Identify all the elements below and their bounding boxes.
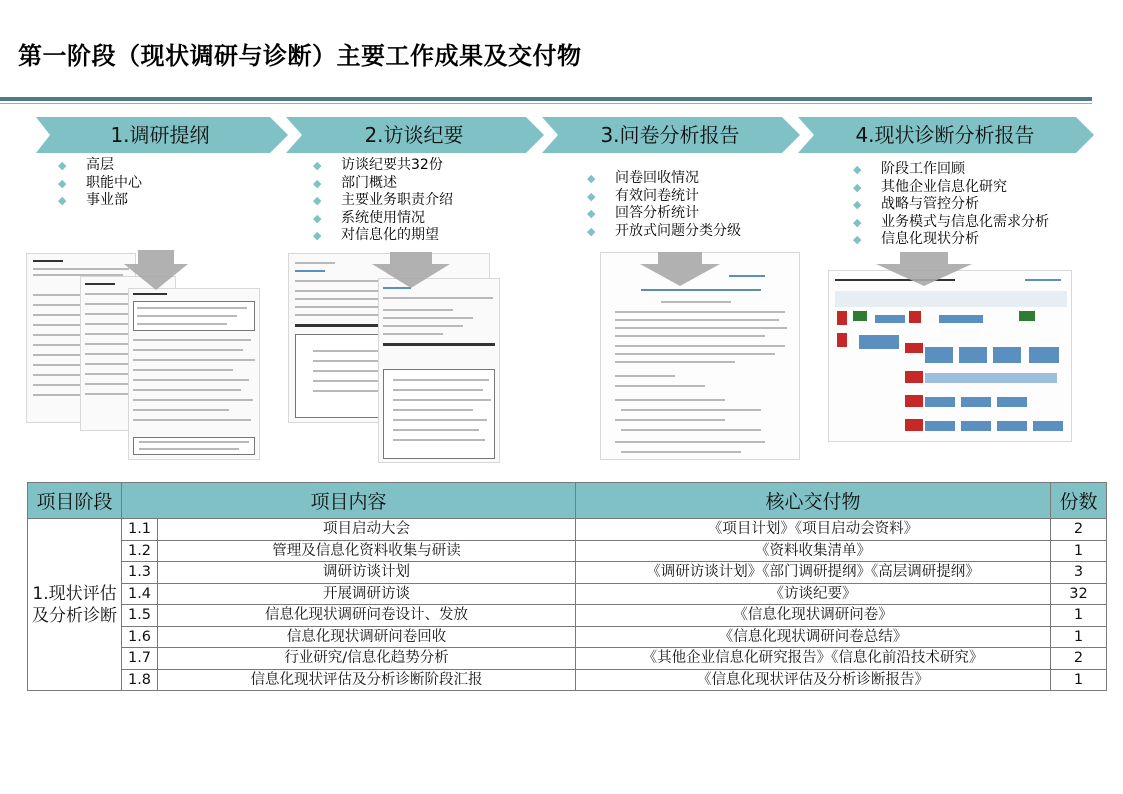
- step-1-bullets: [58, 157, 142, 210]
- row-deliverable: 《项目计划》《项目启动会资料》: [576, 519, 1051, 541]
- row-id: 1.5: [122, 605, 158, 627]
- row-content: 行业研究/信息化趋势分析: [158, 648, 576, 670]
- bullet-item: ◆ 阶段工作回顾: [853, 161, 1049, 179]
- bullet-item: ◆ 访谈纪要共32份: [313, 157, 453, 175]
- header-phase: 项目阶段: [28, 483, 122, 519]
- row-id: 1.4: [122, 583, 158, 605]
- row-id: 1.3: [122, 562, 158, 584]
- row-content: 调研访谈计划: [158, 562, 576, 584]
- bullet-item: ◆ 有效问卷统计: [587, 188, 741, 206]
- row-count: 1: [1051, 669, 1107, 691]
- bullet-item: ◆ 信息化现状分析: [853, 231, 1049, 249]
- step-2-bullets: [313, 157, 453, 245]
- row-id: 1.2: [122, 540, 158, 562]
- bullet-item: ◆ 部门概述: [313, 175, 453, 193]
- down-arrow-icon: [372, 252, 450, 288]
- row-count: 2: [1051, 648, 1107, 670]
- table-header-row: [28, 483, 1107, 519]
- bullet-item: ◆ 职能中心: [58, 175, 142, 193]
- phase-cell: 1.现状评估及分析诊断: [28, 519, 122, 691]
- bullet-item: ◆ 对信息化的期望: [313, 227, 453, 245]
- row-content: 信息化现状调研问卷回收: [158, 626, 576, 648]
- page-title: 第一阶段（现状调研与诊断）主要工作成果及交付物: [18, 42, 582, 70]
- interview-document-preview-front: [378, 278, 500, 463]
- diagnosis-report-preview: [828, 270, 1072, 442]
- row-deliverable: 《信息化现状调研问卷》: [576, 605, 1051, 627]
- row-count: 3: [1051, 562, 1107, 584]
- step-3-label: 3.问卷分析报告: [600, 123, 740, 147]
- outline-document-preview-front: [128, 288, 260, 460]
- row-deliverable: 《访谈纪要》: [576, 583, 1051, 605]
- row-id: 1.6: [122, 626, 158, 648]
- row-count: 1: [1051, 540, 1107, 562]
- table-row: [28, 605, 1107, 627]
- table-row: [28, 669, 1107, 691]
- row-deliverable: 《资料收集清单》: [576, 540, 1051, 562]
- bullet-item: ◆ 事业部: [58, 192, 142, 210]
- down-arrow-icon: [640, 252, 720, 286]
- table-row: [28, 562, 1107, 584]
- bullet-item: ◆ 系统使用情况: [313, 210, 453, 228]
- step-1-label: 1.调研提纲: [110, 123, 210, 147]
- row-deliverable: 《信息化现状评估及分析诊断报告》: [576, 669, 1051, 691]
- step-2-label: 2.访谈纪要: [364, 123, 464, 147]
- header-count: 份数: [1051, 483, 1107, 519]
- bullet-item: ◆ 高层: [58, 157, 142, 175]
- bullet-item: ◆ 回答分析统计: [587, 205, 741, 223]
- bullet-item: ◆ 主要业务职责介绍: [313, 192, 453, 210]
- table-row: [28, 648, 1107, 670]
- bullet-item: ◆ 问卷回收情况: [587, 170, 741, 188]
- row-count: 1: [1051, 605, 1107, 627]
- table-row: [28, 519, 1107, 541]
- row-deliverable: 《其他企业信息化研究报告》《信息化前沿技术研究》: [576, 648, 1051, 670]
- deliverables-table: [27, 482, 1107, 691]
- bullet-item: ◆ 开放式问题分类分级: [587, 223, 741, 241]
- row-deliverable: 《调研访谈计划》《部门调研提纲》《高层调研提纲》: [576, 562, 1051, 584]
- row-content: 项目启动大会: [158, 519, 576, 541]
- bullet-item: ◆ 战略与管控分析: [853, 196, 1049, 214]
- bullet-item: ◆ 其他企业信息化研究: [853, 179, 1049, 197]
- row-id: 1.8: [122, 669, 158, 691]
- row-content: 管理及信息化资料收集与研读: [158, 540, 576, 562]
- down-arrow-icon: [876, 252, 972, 286]
- header-content: 项目内容: [122, 483, 576, 519]
- row-content: 开展调研访谈: [158, 583, 576, 605]
- header-deliverable: 核心交付物: [576, 483, 1051, 519]
- down-arrow-icon: [124, 250, 188, 290]
- table-row: [28, 626, 1107, 648]
- row-content: 信息化现状评估及分析诊断阶段汇报: [158, 669, 576, 691]
- bullet-item: ◆ 业务模式与信息化需求分析: [853, 214, 1049, 232]
- row-content: 信息化现状调研问卷设计、发放: [158, 605, 576, 627]
- row-id: 1.1: [122, 519, 158, 541]
- step-4-bullets: [853, 161, 1049, 249]
- row-count: 1: [1051, 626, 1107, 648]
- row-count: 2: [1051, 519, 1107, 541]
- table-row: [28, 540, 1107, 562]
- row-count: 32: [1051, 583, 1107, 605]
- table-row: [28, 583, 1107, 605]
- step-3-bullets: [587, 170, 741, 240]
- step-4-label: 4.现状诊断分析报告: [855, 123, 1035, 147]
- row-id: 1.7: [122, 648, 158, 670]
- row-deliverable: 《信息化现状调研问卷总结》: [576, 626, 1051, 648]
